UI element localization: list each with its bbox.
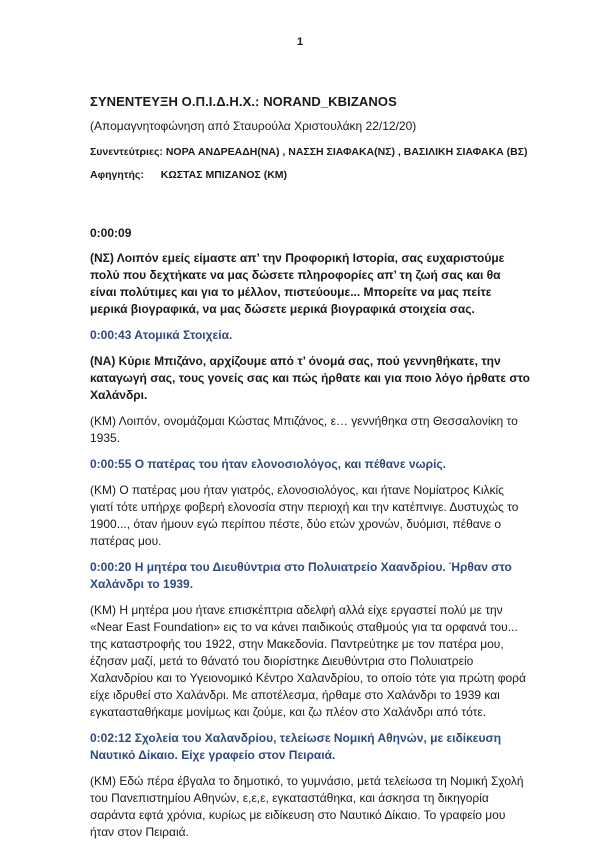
interviewers-value: ΝΟΡΑ ΑΝΔΡΕΑΔΗ(ΝΑ) , ΝΑΣΣΗ ΣΙΑΦΑΚΑ(ΝΣ) , ΒΑΣΙΛΙΚΗ ΣΙΑΦΑΚΑ (ΒΣ) [165, 146, 528, 158]
section-heading: 0:00:20 Η μητέρα του Διευθύντρια στο Πολυιατρείο Χαανδρίου. Ήρθαν στο Χαλάνδρι το 1939. [90, 560, 512, 591]
question-paragraph: (ΝΑ) Κύριε Μπιζάνο, αρχίζουμε από τ’ όνομά σας, πού γεννηθήκατε, την καταγωγή σας, τους γονείς σας και πώς ήρθατε και για ποιο λόγο ήρθατε στο Χαλάνδρι. [90, 354, 530, 402]
section-heading: 0:00:55 Ο πατέρας του ήταν ελονοσιολόγος, και πέθανε νωρίς. [90, 457, 446, 471]
transcript-body [90, 226, 530, 850]
question-paragraph: (ΝΣ) Λοιπόν εμείς είμαστε απ’ την Προφορική Ιστορία, σας ευχαριστούμε πολύ που δεχτήκατε να μας δώσετε πληροφορίες απ’ τη ζωή σας και θα είναι πολύτιμες και για το μέλλον, πιστεύουμε... Μπορείτε να μας πείτε μερικά βιογραφικά, να μας δώσετε μερικά βιογραφικά στοιχεία σας. [90, 251, 505, 316]
interviewers-line [90, 146, 560, 158]
transcription-note: (Απομαγνητοφώνηση από Σταυρούλα Χριστουλάκη 22/12/20) [90, 119, 417, 133]
document-title: ΣΥΝΕΝΤΕΥΞΗ Ο.Π.Ι.Δ.Η.Χ.: NORAND_KBIZANOS [90, 94, 397, 109]
document-header [90, 94, 560, 192]
answer-paragraph: (ΚΜ) Λοιπόν, ονομάζομαι Κώστας Μπιζάνος, ε… γεννήθηκα στη Θεσσαλονίκη το 1935. [90, 414, 518, 445]
section-heading: 0:02:12 Σχολεία του Χαλανδρίου, τελείωσε Νομική Αθηνών, με ειδίκευση Ναυτικό Δίκαιο. Είχε γραφείο στον Πειραιά. [90, 731, 502, 762]
section-heading: 0:00:43 Ατομικά Στοιχεία. [90, 328, 233, 342]
answer-paragraph: (ΚΜ) Εδώ πέρα έβγαλα το δημοτικό, το γυμνάσιο, μετά τελείωσα τη Νομική Σχολή του Πανεπιστημίου Αθηνών, ε,ε,ε, εγκαταστάθηκα, και άσκησα τη δικηγορία σαράντα εφτά χρόνια, κυρίως με ειδίκευση στο Ναυτικό Δίκαιο. Το γραφείο μου ήταν στον Πειραιά. [90, 774, 524, 839]
answer-paragraph: (ΚΜ) Ο πατέρας μου ήταν γιατρός, ελονοσιολόγος, και ήτανε Νομίατρος Κιλκίς γιατί τότε υπήρχε φοβερή ελονοσία στην περιοχή και την κατέπνιγε. Δυστυχώς το 1900..., όταν ήμουν εγώ περίπου πέστε, δύο ετών χρονών, δυόμισι, πέθανε ο πατέρας μου. [90, 483, 519, 548]
timestamp: 0:00:09 [90, 226, 132, 240]
answer-paragraph: (ΚΜ) Η μητέρα μου ήτανε επισκέπτρια αδελφή αλλά είχε εργαστεί πολύ με την «Near East Foundation» εις το να κάνει παιδικούς σταθμούς για τα ορφανά του... της καταστροφής του 1922, στην Μακεδονία. Παντρεύτηκε με τον πατέρα μου, έζησαν μαζί, μετά το θάνατό του διορίστηκε Διευθύντρια στο Πολυιατρείο Χαλανδρίου και το Υγειονομικό Κέντρο Χαλανδρίου, το οποίο τότε για πρώτη φορά είχε ιδρυθεί στο Χαλάνδρι. Με αποτέλεσμα, ήρθαμε στο Χαλάνδρι το 1939 και εγκατασταθήκαμε μονίμως και ζούμε, και ζω πλέον στο Χαλάνδρι από τότε. [90, 603, 526, 719]
narrator-value: ΚΩΣΤΑΣ ΜΠΙΖΑΝΟΣ (ΚΜ) [160, 169, 288, 181]
page-number: 1 [296, 36, 304, 48]
interviewers-label: Συνεντεύτριες: [90, 146, 163, 158]
narrator-label: Αφηγητής: [90, 169, 144, 181]
narrator-line [90, 169, 560, 181]
